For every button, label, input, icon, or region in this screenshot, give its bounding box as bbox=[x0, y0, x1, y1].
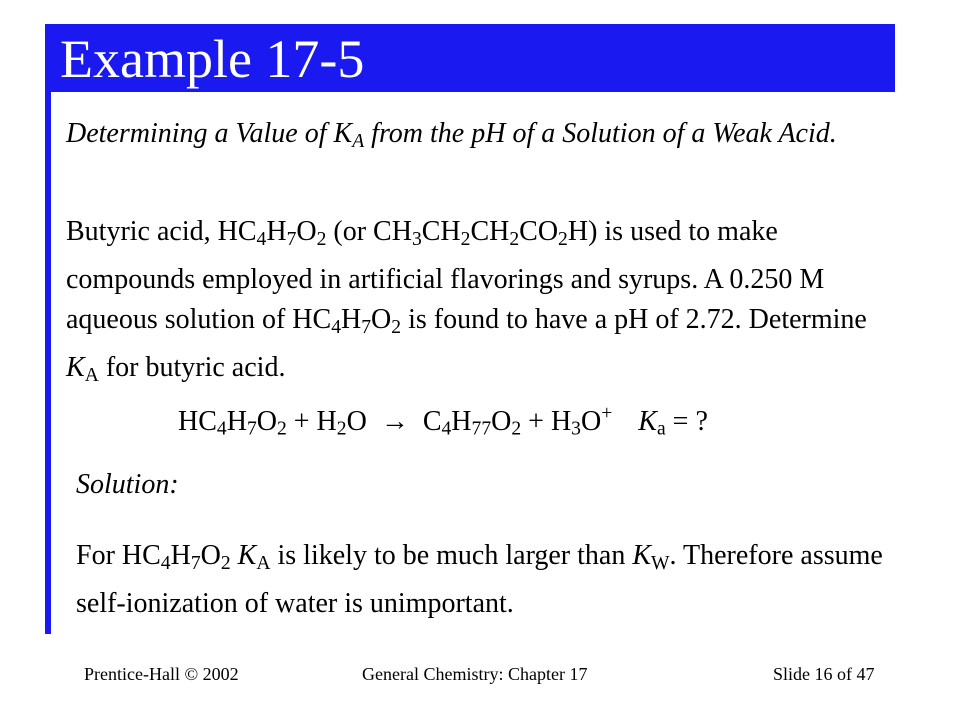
equilibrium-arrow-icon: → bbox=[380, 405, 409, 437]
footer-chapter: General Chemistry: Chapter 17 bbox=[362, 664, 588, 684]
left-accent-bar bbox=[45, 24, 51, 634]
solution-text: For $HC_4H_7O_2$ $K_A$ is likely to be much larger than $K_W$. Therefore assume self-ionization of water is unimportant. bbox=[76, 540, 883, 619]
chemical-equation: $HC_4H_7O_2 + H_2O \to C_4H_{77}O_2 + H_3O^+$ $K_a$ = ? bbox=[178, 403, 708, 440]
slide-title: Example 17-5 bbox=[60, 29, 365, 89]
footer-publisher: Prentice-Hall © 2002 bbox=[84, 664, 239, 684]
footer-slide-number: Slide 16 of 47 bbox=[773, 664, 875, 684]
slide-subtitle: Determining a Value of $K_A$ from the pH of a Solution of a Weak Acid. bbox=[66, 118, 837, 152]
problem-statement: Butyric acid, $HC_4H_7O_2$ (or $CH_3CH_2CH_2CO_2H$) is used to make compounds employed in artificial flavorings and syrups. A 0.250 M aqueous solution of $HC_4H_7O_2$ is found to have a pH of 2.72. Determine $K_A$ for butyric acid. bbox=[66, 216, 867, 386]
solution-label: Solution: bbox=[76, 469, 179, 500]
